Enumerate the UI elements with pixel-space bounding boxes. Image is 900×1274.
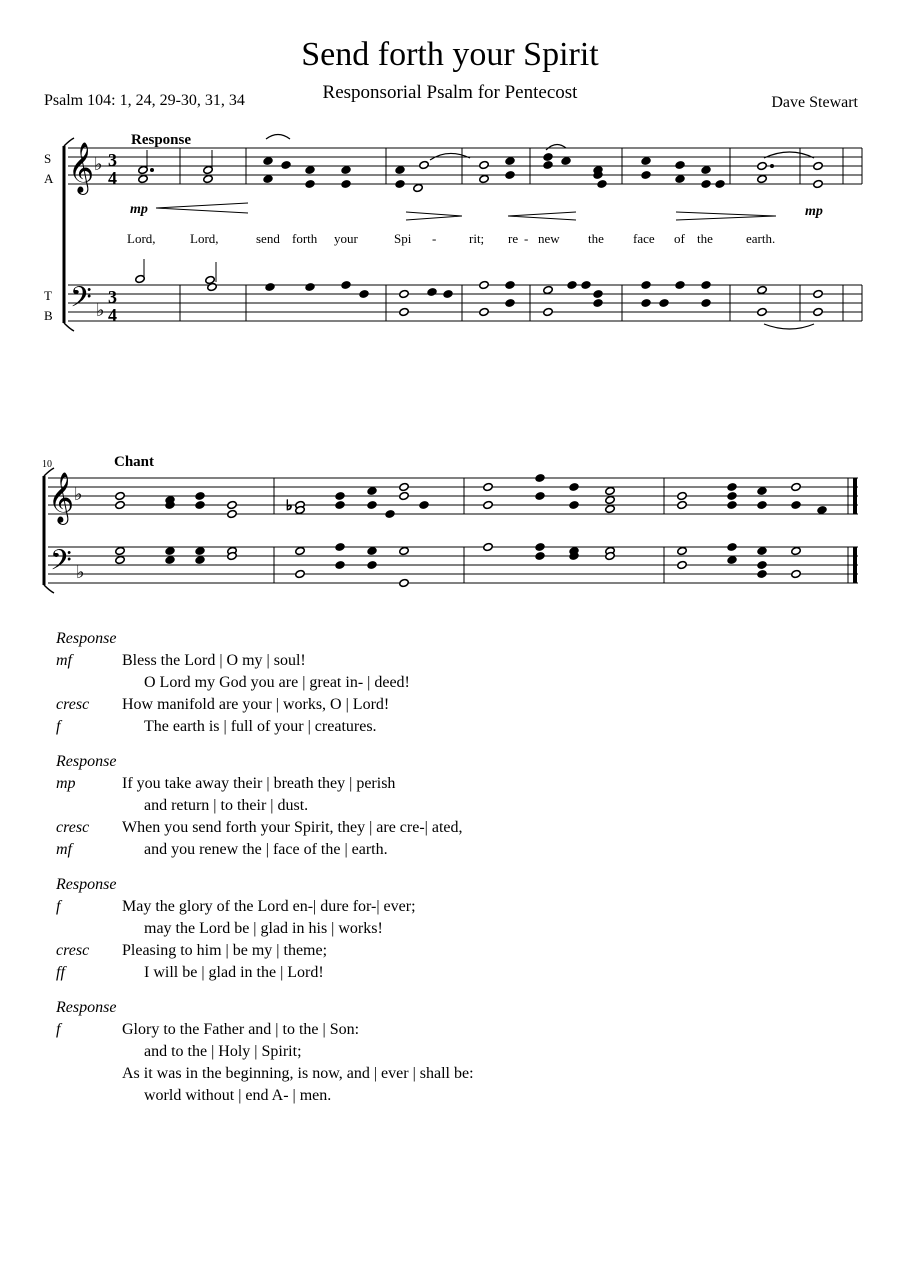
- note: [479, 160, 489, 169]
- dot: [151, 169, 154, 172]
- note: [399, 491, 409, 500]
- note: [605, 504, 615, 513]
- verse-text: The earth is | full of your | creatures.: [144, 718, 377, 735]
- verse-text: How manifold are your | works, O | Lord!: [122, 696, 390, 713]
- verse-line: [56, 672, 856, 694]
- flat-key-signature-icon: ♭: [96, 300, 105, 321]
- lyric: the: [697, 231, 713, 246]
- note: [569, 500, 579, 509]
- note: [305, 282, 315, 291]
- composer-name: Dave Stewart: [771, 94, 858, 111]
- note: [727, 555, 737, 564]
- verse-block: [56, 997, 856, 1107]
- page-title: Send forth your Spirit: [301, 36, 599, 73]
- note: [605, 486, 615, 495]
- flat-key-signature-icon: ♭: [74, 484, 83, 505]
- lyric: Lord,: [127, 231, 156, 246]
- verse-text: May the glory of the Lord en-| dure for-| ever;: [122, 898, 416, 915]
- note: [195, 500, 205, 509]
- note: [813, 307, 823, 316]
- flat-key-signature-icon: ♭: [94, 154, 103, 175]
- note: [195, 491, 205, 500]
- note: [195, 546, 205, 555]
- note: [505, 156, 515, 165]
- note: [265, 282, 275, 291]
- flat-key-signature-icon: ♭: [76, 562, 85, 583]
- note: [543, 160, 553, 169]
- note: [367, 560, 377, 569]
- note: [138, 174, 148, 183]
- note: [727, 542, 737, 551]
- verse-heading: Response: [56, 999, 117, 1016]
- measure-number: 10: [42, 459, 52, 470]
- verse-line: [56, 817, 856, 839]
- note: [227, 509, 237, 518]
- time-sig-top: 3: [108, 150, 117, 170]
- verse-dynamic: cresc: [56, 819, 90, 836]
- verse-dynamic: f: [56, 898, 61, 915]
- diminuendo-hairpin: [676, 212, 776, 220]
- lyric: Lord,: [190, 231, 219, 246]
- lyric: new: [538, 231, 560, 246]
- note: [483, 482, 493, 491]
- verse-dynamic: f: [56, 1021, 61, 1038]
- note: [281, 160, 291, 169]
- voice-label-s: S: [44, 151, 52, 166]
- time-sig-top: 3: [108, 287, 117, 307]
- lyric: of: [674, 231, 685, 246]
- note: [535, 551, 545, 560]
- note: [341, 165, 351, 174]
- verse-dynamic: mf: [56, 841, 72, 858]
- note: [727, 500, 737, 509]
- note: [757, 500, 767, 509]
- verse-line: [56, 896, 856, 918]
- verse-dynamic: cresc: [56, 696, 90, 713]
- note: [791, 500, 801, 509]
- verse-text: Pleasing to him | be my | theme;: [122, 942, 328, 959]
- note: [479, 307, 489, 316]
- note: [535, 491, 545, 500]
- treble-clef-icon: 𝄞: [48, 472, 75, 523]
- note: [115, 500, 125, 509]
- verse-line: [56, 694, 856, 716]
- note: [335, 542, 345, 551]
- note: [335, 500, 345, 509]
- verse-text: As it was in the beginning, is now, and | ever | shall be:: [122, 1065, 474, 1082]
- verse-block: [56, 628, 856, 738]
- lyric: forth: [292, 231, 318, 246]
- voice-label-b: B: [44, 308, 53, 323]
- verse-text: and to the | Holy | Spirit;: [144, 1043, 302, 1060]
- note: [419, 160, 429, 169]
- note: [727, 482, 737, 491]
- note: [757, 174, 767, 183]
- note: [341, 280, 351, 289]
- crescendo-hairpin: [508, 212, 576, 220]
- note: [757, 307, 767, 316]
- note: [757, 486, 767, 495]
- note: [341, 179, 351, 188]
- note: [335, 560, 345, 569]
- treble-clef-icon: 𝄞: [68, 142, 95, 193]
- note: [115, 555, 125, 564]
- voice-label-a: A: [44, 171, 54, 186]
- note: [593, 289, 603, 298]
- note: [295, 569, 305, 578]
- note: [567, 280, 577, 289]
- note: [641, 280, 651, 289]
- note: [505, 280, 515, 289]
- note: [395, 179, 405, 188]
- note: [701, 298, 711, 307]
- note: [677, 491, 687, 500]
- verse-text: world without | end A- | men.: [144, 1087, 332, 1104]
- note: [757, 285, 767, 294]
- lyric: send: [256, 231, 280, 246]
- verse-dynamic: f: [56, 718, 61, 735]
- note: [701, 280, 711, 289]
- verse-text: When you send forth your Spirit, they | are cre-| ated,: [122, 819, 463, 836]
- verse-heading: Response: [56, 876, 117, 893]
- verse-line: [56, 1085, 856, 1107]
- bass-clef-icon: 𝄢: [70, 281, 92, 321]
- verse-text: may the Lord be | glad in his | works!: [144, 920, 383, 937]
- verse-block: [56, 751, 856, 861]
- lyrics-line: [127, 231, 775, 246]
- verse-text: and you renew the | face of the | earth.: [144, 841, 388, 858]
- note: [535, 542, 545, 551]
- verse-text: O Lord my God you are | great in- | deed!: [144, 674, 410, 691]
- note: [399, 482, 409, 491]
- note: [813, 161, 823, 170]
- voice-label-t: T: [44, 288, 52, 303]
- lyric: rit;: [469, 231, 485, 246]
- diminuendo-hairpin: [406, 212, 462, 220]
- verse-line: [56, 1063, 856, 1085]
- note: [569, 482, 579, 491]
- dot: [771, 165, 774, 168]
- verse-text: If you take away their | breath they | perish: [122, 775, 396, 792]
- note: [715, 179, 725, 188]
- verse-text: I will be | glad in the | Lord!: [144, 964, 324, 981]
- note: [305, 165, 315, 174]
- note: [605, 495, 615, 504]
- note: [305, 179, 315, 188]
- note: [641, 156, 651, 165]
- note: [203, 174, 213, 183]
- crescendo-hairpin: [156, 203, 248, 213]
- note: [367, 500, 377, 509]
- note: [359, 289, 369, 298]
- note: [543, 307, 553, 316]
- lyric: re: [508, 231, 519, 246]
- staff-upper: [68, 148, 862, 184]
- note: [263, 156, 273, 165]
- page-subtitle: Responsorial Psalm for Pentecost: [322, 82, 578, 103]
- note: [115, 546, 125, 555]
- note: [385, 509, 395, 518]
- verse-line: [56, 1019, 856, 1041]
- lyric: your: [334, 231, 358, 246]
- lyric: -: [524, 231, 529, 246]
- lyric: earth.: [746, 231, 776, 246]
- system-1: [64, 138, 862, 331]
- verse-line: [56, 962, 856, 984]
- note: [227, 500, 237, 509]
- verse-line: [56, 716, 856, 738]
- note: [505, 298, 515, 307]
- section-label-response: Response: [131, 132, 192, 148]
- time-sig-bottom: 4: [108, 305, 117, 325]
- note: [479, 280, 489, 289]
- note: [505, 170, 515, 179]
- note: [367, 546, 377, 555]
- noteheads-system-2: [115, 473, 827, 587]
- note: [483, 542, 493, 551]
- lyric: the: [588, 231, 604, 246]
- section-label-chant: Chant: [114, 454, 155, 470]
- verse-heading: Response: [56, 630, 117, 647]
- note: [115, 491, 125, 500]
- dynamic-mark: mp: [130, 202, 148, 217]
- note: [561, 156, 571, 165]
- verse-text: Bless the Lord | O my | soul!: [122, 652, 306, 669]
- note: [399, 289, 409, 298]
- lyric: Spi: [394, 231, 412, 246]
- dynamic-mark: mp: [805, 204, 823, 219]
- note: [675, 280, 685, 289]
- staff-lower: [68, 285, 862, 321]
- note: [483, 500, 493, 509]
- note: [165, 555, 175, 564]
- note: [419, 500, 429, 509]
- note: [675, 160, 685, 169]
- verse-line: [56, 940, 856, 962]
- note: [399, 578, 409, 587]
- note: [335, 491, 345, 500]
- note: [659, 298, 669, 307]
- note: [399, 307, 409, 316]
- verses-section: [56, 628, 856, 1120]
- verse-dynamic: mp: [56, 775, 76, 792]
- note: [581, 280, 591, 289]
- note: [367, 486, 377, 495]
- verse-dynamic: ff: [56, 964, 65, 981]
- verse-heading: Response: [56, 753, 117, 770]
- note: [413, 183, 423, 192]
- note: [641, 298, 651, 307]
- verse-line: [56, 839, 856, 861]
- note: [677, 546, 687, 555]
- note: [263, 174, 273, 183]
- note: [675, 174, 685, 183]
- note: [395, 165, 405, 174]
- note: [195, 555, 205, 564]
- note: [443, 289, 453, 298]
- note: [813, 289, 823, 298]
- note: [813, 179, 823, 188]
- note: [165, 546, 175, 555]
- note: [701, 179, 711, 188]
- note: [543, 285, 553, 294]
- time-sig-bottom: 4: [108, 168, 117, 188]
- lyric: face: [633, 231, 655, 246]
- psalm-reference: Psalm 104: 1, 24, 29-30, 31, 34: [44, 92, 245, 109]
- note: [701, 165, 711, 174]
- note: [677, 500, 687, 509]
- bass-clef-icon: 𝄢: [50, 544, 72, 584]
- note: [427, 287, 437, 296]
- note: [535, 473, 545, 482]
- note: [597, 179, 607, 188]
- note: [757, 161, 767, 170]
- note: [757, 546, 767, 555]
- note: [757, 560, 767, 569]
- verse-text: Glory to the Father and | to the | Son:: [122, 1021, 360, 1038]
- verse-line: [56, 918, 856, 940]
- verse-line: [56, 795, 856, 817]
- lyric: -: [432, 231, 437, 246]
- flat-accidental-icon: ♭: [286, 498, 293, 514]
- note: [791, 569, 801, 578]
- verse-line: [56, 773, 856, 795]
- note: [791, 482, 801, 491]
- note: [791, 546, 801, 555]
- note: [295, 546, 305, 555]
- note: [817, 505, 827, 514]
- verse-line: [56, 650, 856, 672]
- note: [757, 569, 767, 578]
- verse-block: [56, 874, 856, 984]
- note: [593, 298, 603, 307]
- verse-dynamic: mf: [56, 652, 72, 669]
- note: [677, 560, 687, 569]
- note: [727, 491, 737, 500]
- note: [479, 174, 489, 183]
- verse-line: [56, 1041, 856, 1063]
- verse-dynamic: cresc: [56, 942, 90, 959]
- music-score: [0, 0, 900, 620]
- note: [641, 170, 651, 179]
- note: [543, 152, 553, 161]
- verse-text: and return | to their | dust.: [144, 797, 309, 814]
- note: [399, 546, 409, 555]
